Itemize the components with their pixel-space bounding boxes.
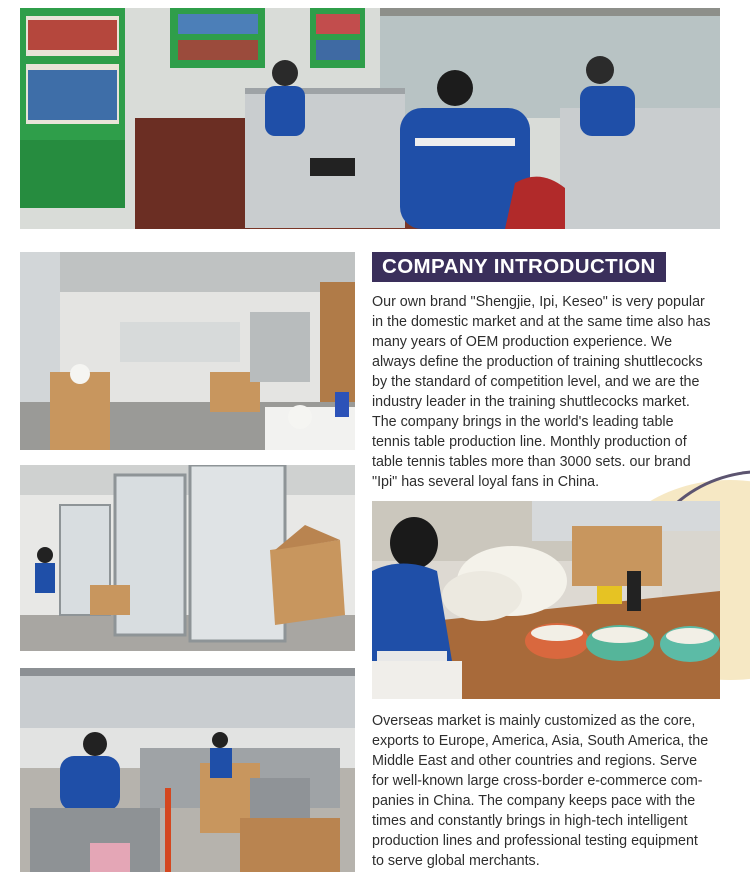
office-photo — [20, 8, 720, 229]
section-heading — [372, 252, 666, 282]
intro-line: table tennis tables more than 3000 sets. our brand — [372, 454, 691, 470]
overseas-line: exports to Europe, America, Asia, South America, the — [372, 733, 709, 749]
overseas-paragraph — [372, 711, 708, 871]
intro-line: always define the production of training shuttlecocks — [372, 354, 703, 370]
intro-line: by the standard of competition level, and we are the — [372, 374, 700, 390]
intro-line: The company brings in the world's leading table — [372, 414, 674, 430]
intro-line: many years of OEM production experience. We — [372, 334, 673, 350]
worker-photo — [372, 501, 720, 699]
overseas-line: times and constantly brings in high-tech intelligent — [372, 813, 688, 829]
overseas-line: Middle East and other countries and regions. Serve — [372, 753, 698, 769]
factory-photo-2 — [20, 465, 355, 651]
overseas-line: to serve global merchants. — [372, 853, 540, 869]
factory-photo-1 — [20, 252, 355, 450]
intro-line: industry leader in the training shuttlecocks market. — [372, 394, 690, 410]
intro-paragraph — [372, 292, 711, 492]
overseas-line: Overseas market is mainly customized as the core, — [372, 713, 696, 729]
intro-line: tennis table production line. Monthly production of — [372, 434, 687, 450]
intro-line: "Ipi" has several loyal fans in China. — [372, 474, 600, 490]
intro-line: Our own brand "Shengjie, Ipi, Keseo" is very popular — [372, 294, 705, 310]
overseas-line: for well-known large cross-border e-commerce com- — [372, 773, 703, 789]
factory-photo-3 — [20, 668, 355, 872]
overseas-line: panies in China. The company keeps pace with the — [372, 793, 696, 809]
intro-line: in the domestic market and at the same time also has — [372, 314, 711, 330]
overseas-line: production lines and professional testing equipment — [372, 833, 698, 849]
heading-text: COMPANY INTRODUCTION — [382, 255, 656, 278]
